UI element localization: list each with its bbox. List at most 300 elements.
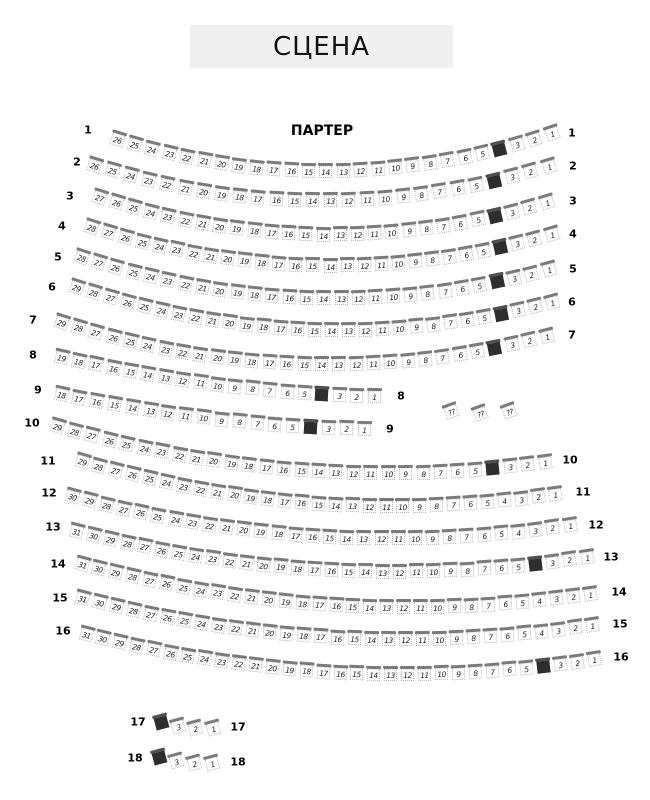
seat[interactable]: [436, 220, 451, 234]
seat[interactable]: [263, 385, 277, 398]
seat[interactable]: [245, 383, 259, 396]
seat[interactable]: [288, 529, 302, 542]
seat[interactable]: [227, 488, 242, 502]
seat[interactable]: [334, 293, 347, 305]
seat[interactable]: [68, 280, 84, 295]
seat[interactable]: [169, 243, 184, 257]
seat[interactable]: [329, 499, 343, 512]
seat[interactable]: [245, 355, 259, 368]
seat[interactable]: [384, 357, 398, 370]
seat[interactable]: [289, 259, 303, 272]
seat[interactable]: [168, 513, 183, 527]
seat[interactable]: [501, 404, 517, 420]
seat[interactable]: [476, 244, 491, 258]
seat[interactable]: [261, 593, 275, 606]
seat[interactable]: [495, 562, 509, 575]
seat[interactable]: [261, 493, 275, 506]
seat[interactable]: [85, 529, 100, 544]
seat[interactable]: [350, 668, 363, 680]
seat[interactable]: [436, 351, 450, 365]
seat[interactable]: [376, 566, 389, 578]
seat[interactable]: [297, 359, 310, 371]
seat[interactable]: [334, 229, 347, 241]
seat[interactable]: [531, 491, 545, 505]
seat[interactable]: [269, 194, 283, 207]
seat[interactable]: [549, 593, 563, 606]
seat[interactable]: [99, 498, 114, 513]
seat[interactable]: [105, 330, 121, 345]
seat[interactable]: [357, 260, 370, 273]
seat[interactable]: [380, 501, 393, 513]
seat[interactable]: [364, 468, 377, 480]
seat[interactable]: [214, 188, 229, 202]
seat[interactable]: [325, 565, 339, 578]
seat[interactable]: [255, 257, 269, 270]
seat[interactable]: [127, 138, 143, 153]
seat[interactable]: [189, 452, 204, 466]
seat[interactable]: [295, 497, 309, 510]
seat[interactable]: [410, 566, 423, 578]
seat[interactable]: [502, 664, 516, 677]
seat[interactable]: [332, 359, 345, 371]
seat[interactable]: [324, 195, 337, 207]
seat[interactable]: [125, 468, 140, 483]
seat[interactable]: [444, 565, 458, 578]
seat[interactable]: [532, 595, 546, 608]
seat[interactable]: [251, 192, 265, 205]
seat[interactable]: [527, 132, 543, 147]
seat[interactable]: [74, 454, 90, 469]
seat[interactable]: [346, 601, 360, 614]
seat[interactable]: [248, 660, 262, 673]
seat[interactable]: [137, 441, 152, 455]
seat[interactable]: [431, 602, 444, 614]
seat[interactable]: [380, 602, 393, 614]
seat[interactable]: [420, 287, 434, 300]
seat[interactable]: [396, 190, 410, 203]
seat[interactable]: [170, 308, 185, 322]
seat[interactable]: [546, 522, 561, 536]
seat[interactable]: [107, 398, 122, 412]
seat[interactable]: [78, 628, 94, 643]
seat[interactable]: [265, 662, 279, 675]
seat[interactable]: [227, 589, 242, 603]
seat[interactable]: [457, 150, 472, 164]
seat[interactable]: [469, 666, 483, 679]
seat[interactable]: [267, 164, 281, 177]
seat[interactable]: [88, 326, 104, 341]
seat[interactable]: [249, 162, 263, 175]
seat[interactable]: [523, 165, 539, 180]
seat[interactable]: [563, 519, 578, 533]
seat[interactable]: [159, 476, 174, 490]
seat[interactable]: [378, 192, 392, 205]
seat[interactable]: [505, 338, 520, 352]
seat[interactable]: [186, 247, 201, 261]
seat[interactable]: [386, 291, 400, 304]
seat[interactable]: [244, 591, 258, 605]
seat[interactable]: [268, 419, 282, 432]
seat[interactable]: [188, 550, 203, 564]
seat[interactable]: [193, 584, 208, 598]
seat[interactable]: [350, 390, 363, 402]
seat[interactable]: [119, 438, 134, 453]
seat[interactable]: [125, 266, 141, 281]
seat[interactable]: [442, 251, 457, 265]
seat[interactable]: [136, 300, 151, 315]
seat[interactable]: [313, 631, 327, 644]
seat[interactable]: [323, 532, 337, 545]
seat[interactable]: [70, 321, 86, 336]
seat[interactable]: [363, 601, 376, 613]
seat[interactable]: [256, 559, 270, 572]
seat[interactable]: [125, 570, 140, 585]
seat[interactable]: [231, 658, 245, 672]
seat[interactable]: [109, 132, 125, 147]
seat[interactable]: [222, 555, 236, 569]
seat[interactable]: [364, 634, 377, 646]
seat[interactable]: [432, 185, 447, 199]
seat[interactable]: [95, 632, 110, 647]
seat[interactable]: [143, 270, 158, 285]
seat[interactable]: [171, 547, 186, 561]
seat[interactable]: [398, 634, 411, 646]
seat[interactable]: [280, 358, 294, 371]
seat[interactable]: [299, 665, 313, 678]
seat[interactable]: [197, 154, 212, 168]
seat[interactable]: [141, 174, 156, 189]
seat[interactable]: [357, 533, 370, 545]
seat[interactable]: [186, 756, 202, 771]
seat[interactable]: [460, 314, 475, 328]
seat[interactable]: [287, 195, 300, 207]
seat[interactable]: [468, 464, 482, 477]
seat[interactable]: [418, 669, 431, 681]
seat[interactable]: [332, 390, 346, 403]
seat[interactable]: [342, 566, 355, 578]
seat[interactable]: [568, 622, 583, 636]
seat[interactable]: [459, 248, 474, 262]
seat[interactable]: [384, 669, 397, 681]
seat[interactable]: [413, 501, 426, 513]
seat[interactable]: [464, 498, 478, 511]
seat[interactable]: [290, 562, 304, 575]
seat[interactable]: [329, 600, 343, 613]
seat[interactable]: [432, 634, 445, 646]
seat[interactable]: [349, 359, 362, 371]
seat[interactable]: [423, 157, 438, 171]
seat[interactable]: [544, 227, 560, 242]
seat[interactable]: [470, 213, 485, 227]
seat[interactable]: [452, 667, 466, 680]
seat[interactable]: [541, 262, 557, 277]
seat[interactable]: [282, 663, 296, 676]
seat[interactable]: [503, 461, 517, 474]
seat[interactable]: [129, 640, 144, 654]
seat[interactable]: [290, 323, 304, 336]
seat[interactable]: [193, 483, 208, 497]
seat[interactable]: [262, 357, 276, 370]
seat[interactable]: [188, 721, 204, 736]
seat[interactable]: [141, 368, 156, 382]
seat[interactable]: [153, 304, 168, 319]
seat[interactable]: [239, 557, 253, 570]
seat[interactable]: [90, 256, 106, 271]
seat[interactable]: [509, 137, 525, 152]
seat[interactable]: [169, 754, 185, 769]
seat[interactable]: [125, 604, 140, 618]
seat[interactable]: [179, 409, 193, 423]
seat[interactable]: [242, 459, 256, 472]
seat[interactable]: [369, 292, 383, 305]
seat[interactable]: [538, 456, 553, 470]
seat[interactable]: [100, 226, 116, 241]
seat[interactable]: [53, 388, 68, 402]
seat[interactable]: [307, 324, 320, 336]
seat[interactable]: [108, 464, 124, 479]
seat[interactable]: [341, 325, 354, 337]
seat[interactable]: [460, 531, 474, 544]
seat[interactable]: [295, 597, 309, 610]
seat[interactable]: [180, 650, 195, 664]
seat[interactable]: [448, 601, 461, 613]
seat[interactable]: [316, 666, 330, 679]
seat[interactable]: [544, 296, 560, 311]
seat[interactable]: [317, 293, 330, 305]
seat[interactable]: [272, 258, 286, 271]
seat[interactable]: [112, 636, 127, 651]
seat[interactable]: [144, 142, 160, 157]
seat[interactable]: [391, 257, 405, 270]
seat[interactable]: [451, 465, 465, 478]
seat[interactable]: [116, 502, 131, 517]
seat[interactable]: [196, 412, 210, 425]
seat[interactable]: [219, 521, 234, 535]
seat[interactable]: [83, 220, 99, 235]
seat[interactable]: [232, 160, 246, 174]
seat[interactable]: [49, 419, 65, 434]
seat[interactable]: [163, 647, 178, 661]
seat[interactable]: [133, 506, 148, 520]
seat[interactable]: [254, 526, 268, 539]
seat[interactable]: [278, 595, 292, 608]
seat[interactable]: [202, 519, 217, 533]
seat[interactable]: [477, 311, 492, 325]
seat[interactable]: [306, 531, 320, 544]
seat[interactable]: [357, 424, 370, 436]
seat[interactable]: [143, 404, 158, 418]
seat[interactable]: [177, 278, 192, 292]
seat[interactable]: [214, 157, 229, 171]
seat[interactable]: [587, 653, 602, 667]
seat[interactable]: [143, 205, 159, 220]
seat[interactable]: [73, 250, 89, 265]
seat[interactable]: [434, 466, 448, 479]
seat[interactable]: [500, 629, 514, 642]
seat[interactable]: [210, 486, 225, 500]
seat[interactable]: [53, 351, 68, 366]
seat[interactable]: [477, 529, 491, 542]
seat[interactable]: [273, 561, 287, 574]
seat[interactable]: [322, 422, 336, 435]
seat[interactable]: [399, 468, 412, 480]
seat[interactable]: [347, 633, 360, 646]
seat[interactable]: [154, 544, 169, 558]
seat[interactable]: [91, 459, 107, 474]
seat[interactable]: [211, 620, 226, 634]
seat[interactable]: [195, 281, 210, 295]
seat[interactable]: [443, 404, 459, 420]
seat[interactable]: [430, 500, 443, 513]
seat[interactable]: [210, 379, 224, 393]
seat[interactable]: [214, 414, 228, 427]
seat[interactable]: [480, 496, 494, 509]
seat[interactable]: [358, 324, 371, 336]
seat[interactable]: [159, 611, 174, 625]
seat[interactable]: [119, 537, 134, 551]
seat[interactable]: [123, 335, 138, 350]
seat[interactable]: [367, 391, 380, 403]
seat[interactable]: [194, 617, 209, 631]
seat[interactable]: [160, 274, 175, 288]
seat[interactable]: [515, 596, 529, 609]
seat[interactable]: [224, 457, 238, 471]
seat[interactable]: [205, 314, 220, 328]
seat[interactable]: [472, 279, 487, 293]
seat[interactable]: [178, 214, 193, 228]
seat[interactable]: [354, 165, 368, 178]
seat[interactable]: [142, 607, 157, 621]
seat[interactable]: [401, 355, 415, 368]
seat[interactable]: [207, 454, 222, 468]
seat[interactable]: [210, 586, 225, 600]
seat[interactable]: [250, 417, 264, 430]
seat[interactable]: [238, 255, 252, 268]
seat[interactable]: [71, 391, 86, 405]
seat[interactable]: [106, 362, 121, 376]
seat[interactable]: [117, 231, 133, 246]
seat[interactable]: [264, 227, 278, 240]
seat[interactable]: [465, 600, 479, 613]
seat[interactable]: [312, 598, 326, 611]
seat[interactable]: [505, 205, 521, 220]
seat[interactable]: [140, 339, 155, 353]
seat[interactable]: [102, 433, 117, 448]
seat[interactable]: [67, 424, 83, 439]
seat[interactable]: [330, 632, 344, 645]
seat[interactable]: [472, 406, 488, 422]
seat[interactable]: [415, 634, 428, 646]
seat[interactable]: [160, 210, 175, 225]
seat[interactable]: [158, 342, 173, 356]
seat[interactable]: [220, 252, 235, 266]
seat[interactable]: [85, 286, 101, 301]
seat[interactable]: [426, 533, 439, 545]
seat[interactable]: [89, 395, 104, 409]
seat[interactable]: [177, 614, 192, 628]
seat[interactable]: [142, 574, 157, 588]
seat[interactable]: [485, 665, 499, 678]
seat[interactable]: [340, 260, 353, 272]
seat[interactable]: [74, 592, 90, 607]
seat[interactable]: [316, 229, 329, 241]
seat[interactable]: [126, 201, 142, 216]
seat[interactable]: [102, 291, 118, 306]
seat[interactable]: [483, 631, 497, 644]
seat[interactable]: [125, 401, 140, 415]
seat[interactable]: [279, 628, 293, 641]
seat[interactable]: [528, 524, 542, 537]
seat[interactable]: [392, 533, 405, 545]
seat[interactable]: [91, 562, 107, 577]
seat[interactable]: [408, 255, 422, 268]
seat[interactable]: [512, 560, 526, 573]
seat[interactable]: [68, 525, 84, 540]
seat[interactable]: [507, 271, 522, 286]
seat[interactable]: [294, 465, 308, 478]
seat[interactable]: [498, 598, 512, 611]
seat[interactable]: [359, 566, 372, 578]
seat[interactable]: [137, 540, 152, 554]
seat[interactable]: [461, 564, 475, 577]
seat[interactable]: [81, 494, 97, 509]
seat[interactable]: [247, 225, 261, 238]
seat[interactable]: [232, 416, 246, 429]
seat[interactable]: [282, 228, 296, 241]
seat[interactable]: [244, 491, 258, 505]
seat[interactable]: [162, 147, 177, 162]
seat[interactable]: [419, 222, 433, 236]
seat[interactable]: [170, 719, 186, 734]
seat[interactable]: [401, 669, 414, 681]
seat[interactable]: [351, 229, 364, 241]
seat[interactable]: [193, 349, 208, 363]
seat[interactable]: [91, 190, 107, 205]
seat[interactable]: [175, 374, 190, 388]
seat[interactable]: [193, 376, 207, 390]
seat[interactable]: [262, 626, 276, 639]
seat[interactable]: [453, 348, 468, 362]
seat[interactable]: [524, 267, 540, 282]
seat[interactable]: [108, 261, 124, 276]
seat[interactable]: [230, 286, 244, 300]
seat[interactable]: [374, 259, 388, 272]
seat[interactable]: [247, 288, 261, 301]
seat[interactable]: [388, 162, 402, 175]
seat[interactable]: [416, 467, 429, 479]
seat[interactable]: [546, 556, 560, 570]
seat[interactable]: [324, 325, 337, 337]
seat[interactable]: [284, 165, 298, 178]
seat[interactable]: [172, 448, 187, 462]
seat[interactable]: [381, 634, 394, 646]
seat[interactable]: [306, 195, 319, 207]
seat[interactable]: [544, 126, 560, 142]
seat[interactable]: [286, 420, 300, 433]
seat[interactable]: [396, 501, 409, 513]
seat[interactable]: [382, 468, 395, 480]
seat[interactable]: [205, 552, 220, 566]
seat[interactable]: [570, 656, 585, 670]
seat[interactable]: [517, 628, 531, 641]
seat[interactable]: [548, 488, 563, 502]
seat[interactable]: [451, 182, 466, 196]
seat[interactable]: [178, 182, 193, 196]
seat[interactable]: [179, 151, 194, 165]
seat[interactable]: [425, 253, 439, 267]
seat[interactable]: [228, 381, 242, 394]
seat[interactable]: [367, 669, 380, 681]
